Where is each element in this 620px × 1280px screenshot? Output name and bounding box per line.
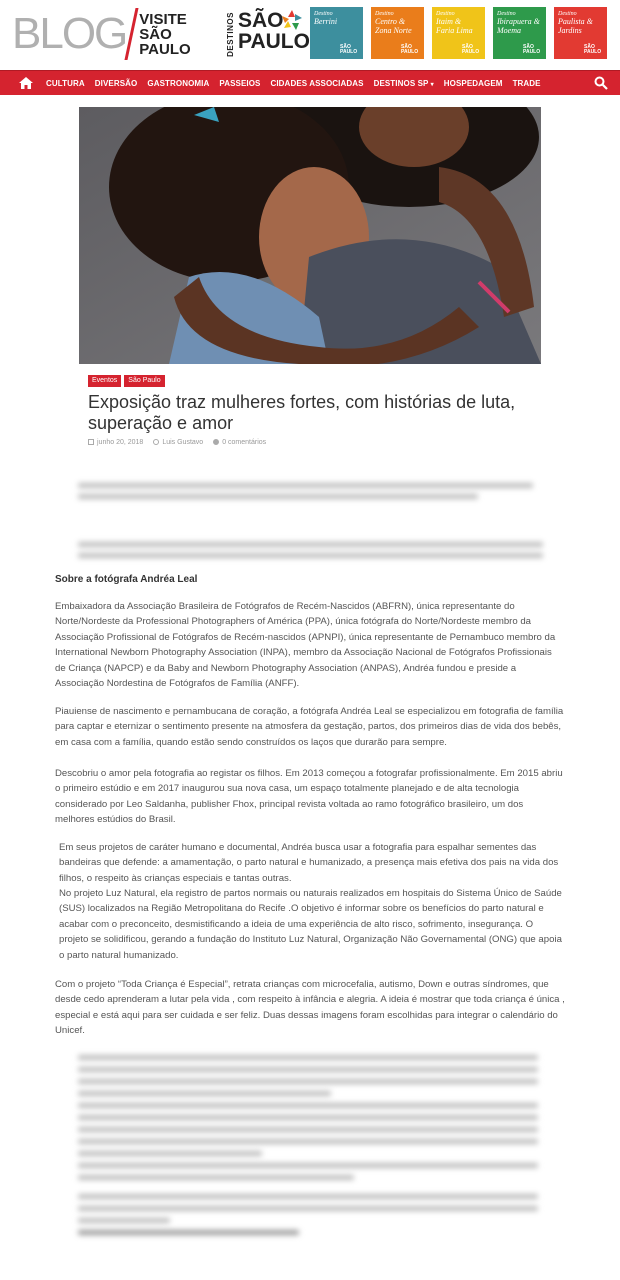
category-sao-paulo[interactable]: São Paulo <box>124 375 164 387</box>
nav-item-cultura[interactable]: CULTURA <box>46 78 85 88</box>
main-nav <box>0 70 620 95</box>
article-paragraph-3b: No projeto Luz Natural, ela registro de partos normais ou naturais realizados em hospitais do Sistema Único de Saúde (SUS) localizados na Região Metropolitana do Recife .O objetivo é informar sobre os benefícios do parto natural e acabar com o preconceito, desmistificando a ideia de uma experiência de alto risco, sofrimento, insegurança. O projeto se solidificou, gerando a fundação do Instituto Luz Natural, Organização Não Governamental (ONG) que apoia o parto natural humanizado. <box>59 888 562 961</box>
user-icon <box>153 439 159 445</box>
destino-tile-itaim-faria-lima[interactable]: Destino Itaim & Faria Lima SÃO PAULO <box>432 7 485 59</box>
post-date[interactable]: junho 20, 2018 <box>88 439 143 446</box>
post-comments[interactable]: 0 comentários <box>213 439 266 446</box>
destinos-sao-paulo-logo[interactable] <box>226 8 310 60</box>
article-paragraph-1: Embaixadora da Associação Brasileira de Fotógrafos de Recém-Nascidos (ABFRN), única representante do Norte/Nordeste da Professional Photographers of América (PPA), única fotógrafa do Norte/Nordeste membro da Associação Profissional de Fotógrafos de Recém-nascidos (APNPI), única representante de Pernambuco membro da International Newborn Photography Association (INPA), membro da Associação Nacional de Fotógrafos Profissionais de Criança (NAPCP) e da Baby and Newborn Photography Association (ANPAS), Andréa fundou e preside a Associação Nordestina de Fotógrafos de Família (ANFF). <box>55 601 556 690</box>
nav-item-trade[interactable]: TRADE <box>512 78 541 88</box>
blog-wordmark: BLOG <box>12 9 127 58</box>
featured-image <box>79 107 541 364</box>
nav-item-destinos-sp[interactable]: DESTINOS SP ▾ <box>373 78 434 88</box>
article-paragraph-2b: Descobriu o amor pela fotografia ao registar os filhos. Em 2013 começou a fotografar profissionalmente. Em 2015 abriu o primeiro estúdio e em 2017 inaugurou sua nova casa, um espaço totalmente planejado e de alta tecnologia considerado por Leo Saldanha, publisher Fhox, principal revista voltada ao ramo fotográfico brasileiro, um dos melhores estúdios do Brasil. <box>55 768 563 826</box>
article-paragraph-4: Com o projeto “Toda Criança é Especial”, retrata crianças com microcefalia, autismo, Down e outras síndromes, que desde cedo aprenderam a lutar pela vida , com respeito à infância e alegria. A ideia é mostrar que toda criança é única , especial e está aqui para ser cuidada e ser feliz. Duas dessas imagens foram escolhidas para integrar o calendário do Unicef. <box>55 979 565 1037</box>
nav-item-gastronomia[interactable]: GASTRONOMIA <box>147 78 210 88</box>
blurred-intro-paragraph-2 <box>78 538 543 566</box>
blurred-intro-paragraph-1 <box>78 479 533 507</box>
article-paragraph-2a: Piauiense de nascimento e pernambucana de coração, a fotógrafa Andréa Leal se especializou em fotografia de família para captar e eternizar o sentimento presente na atmosfera da gestação, partos, dos primeiros dias de vida dos bebês, em casa com a família, quando estão sendo construídos os laços que durarão para sempre. <box>55 706 564 748</box>
article-paragraph-3a: Em seus projetos de caráter humano e documental, Andréa busca usar a fotografia para espalhar sementes das bandeiras que defende: a amamentação, o parto natural e humanizado, a presença mais efetiva dos pais na vida dos filhos, o respeito às crianças especiais e tantas outras. <box>59 842 559 884</box>
blog-visite-sao-paulo-logo[interactable] <box>12 8 191 60</box>
nav-item-cidades-associadas[interactable]: CIDADES ASSOCIADAS <box>270 78 364 88</box>
blurred-bottom-paragraphs <box>78 1050 538 1278</box>
destino-tile-ibirapuera-moema[interactable]: Destino Ibirapuera & Moema SÃO PAULO <box>493 7 546 59</box>
destino-tile-berrini[interactable]: Destino Berrini SÃO PAULO <box>310 7 363 59</box>
destino-tile-centro-zona-norte[interactable]: Destino Centro & Zona Norte SÃO PAULO <box>371 7 424 59</box>
post-author[interactable]: Luis Gustavo <box>153 439 203 446</box>
home-icon[interactable] <box>16 73 36 93</box>
visite-sao-paulo-text: VISITE SÃO PAULO <box>139 10 191 58</box>
post-title: Exposição traz mulheres fortes, com histórias de luta, superação e amor <box>88 392 516 433</box>
flower-icon <box>282 10 302 30</box>
nav-item-diversao[interactable]: DIVERSÃO <box>94 78 138 88</box>
calendar-icon <box>88 439 94 445</box>
post-categories <box>88 375 165 387</box>
destination-tiles <box>310 7 607 59</box>
category-eventos[interactable]: Eventos <box>88 375 121 387</box>
article-subheading: Sobre a fotógrafa Andréa Leal <box>55 574 198 585</box>
logo-slash <box>125 8 139 60</box>
nav-item-passeios[interactable]: PASSEIOS <box>219 78 261 88</box>
destinos-vertical-label: DESTINOS <box>226 12 235 57</box>
search-icon[interactable] <box>594 76 608 90</box>
comment-icon <box>213 439 219 445</box>
post-meta <box>88 439 266 446</box>
site-header <box>0 0 620 70</box>
destino-tile-paulista-jardins[interactable]: Destino Paulista & Jardins SÃO PAULO <box>554 7 607 59</box>
nav-item-hospedagem[interactable]: HOSPEDAGEM <box>443 78 503 88</box>
destinos-sao-paulo-text: SÃO PAULO <box>238 9 310 53</box>
chevron-down-icon: ▾ <box>430 81 434 88</box>
